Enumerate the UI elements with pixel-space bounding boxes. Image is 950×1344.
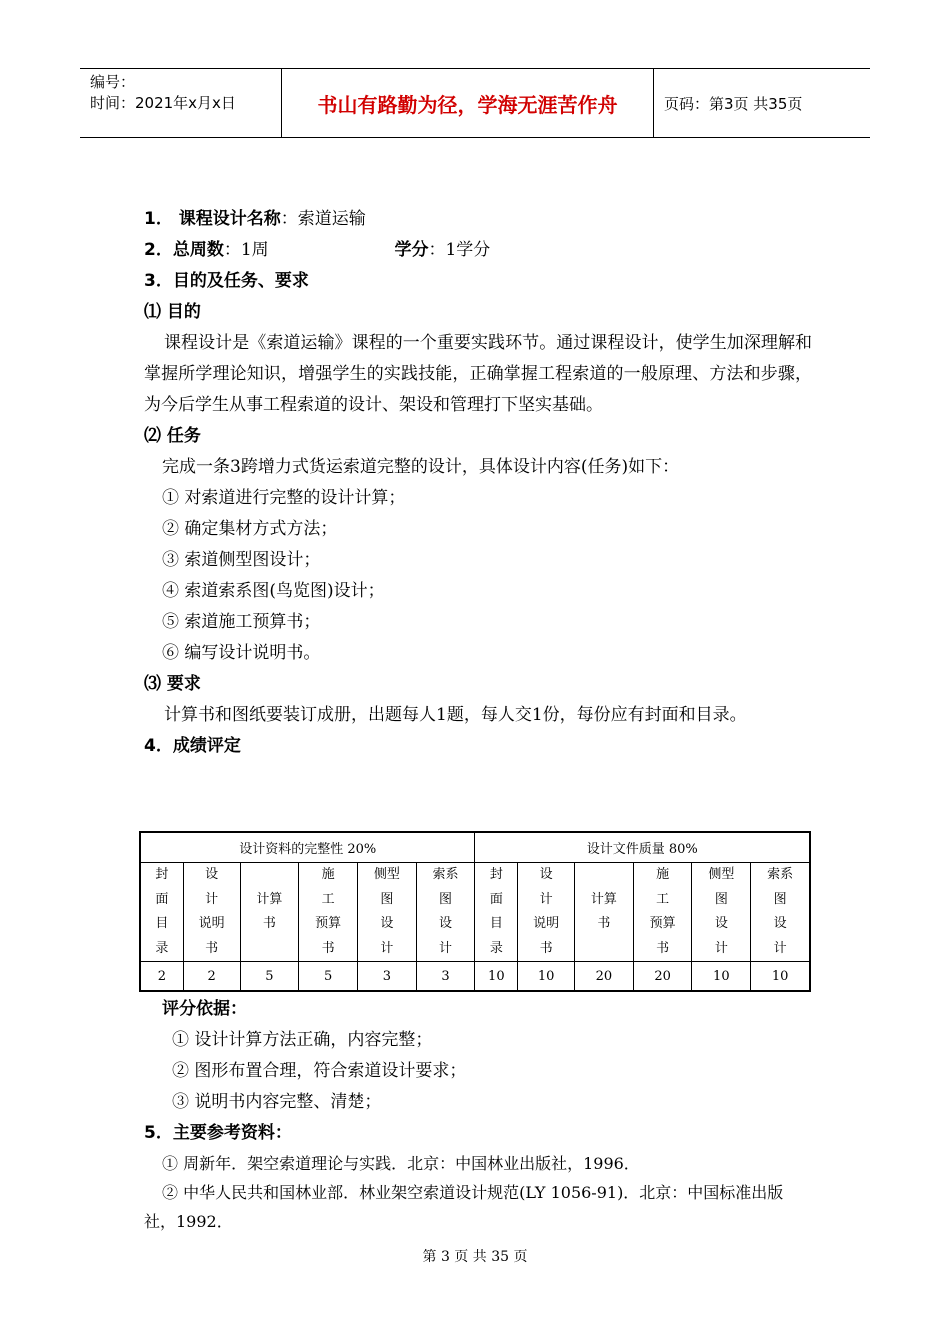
grade-header-line: 设 <box>205 867 219 882</box>
grade-value-cell: 5 <box>299 962 358 992</box>
after-table <box>144 994 812 1236</box>
requirement-text: 计算书和图纸要装订成册，出题每人1题，每人交1份，每份应有封面和目录。 <box>164 705 747 725</box>
grade-header-line: 封 <box>155 867 169 882</box>
page-header <box>80 68 870 138</box>
grade-header-line: 设 <box>539 867 553 882</box>
task-intro: 完成一条3跨增力式货运索道完整的设计，具体设计内容(任务)如下： <box>162 457 680 477</box>
header-motto: 书山有路勤为径，学海无涯苦作舟 <box>282 69 654 137</box>
grade-column-header <box>416 863 475 962</box>
grade-header-line: 施 <box>321 867 335 882</box>
grade-header-line: 说明 <box>198 916 225 931</box>
task-label: ⑵ 任务 <box>144 426 201 446</box>
grade-header-line: 说明 <box>533 916 560 931</box>
grade-header-line: 侧型 <box>708 867 735 882</box>
grade-header-line: 图 <box>714 891 728 907</box>
grade-header-line: 面 <box>489 891 503 907</box>
grade-value-cell: 3 <box>357 962 416 992</box>
grade-header-line: 图 <box>380 891 394 907</box>
grade-column-header <box>240 863 299 962</box>
grade-header-line: 计 <box>773 940 787 956</box>
criteria-item: ① 设计计算方法正确，内容完整； <box>172 1030 433 1050</box>
section-4-label: 4．成绩评定 <box>144 736 241 756</box>
grade-values-row <box>140 962 810 992</box>
grade-header-line: 计 <box>205 891 219 907</box>
section-1-value: ：索道运输 <box>280 209 366 229</box>
grade-column-header <box>299 863 358 962</box>
grade-value-cell: 20 <box>574 962 633 992</box>
task-item: ⑥ 编写设计说明书。 <box>162 643 321 663</box>
task-item: ⑤ 索道施工预算书； <box>162 612 321 632</box>
grade-value-cell: 10 <box>518 962 575 992</box>
task-item: ① 对索道进行完整的设计计算； <box>162 488 406 508</box>
task-item: ④ 索道索系图(鸟览图)设计； <box>162 581 385 601</box>
grade-header-line: 书 <box>597 916 611 931</box>
grade-header-line: 计 <box>714 940 728 956</box>
purpose-text: 课程设计是《索道运输》课程的一个重要实践环节。通过课程设计，使学生加深理解和掌握所学理论知识，增强学生的实践技能，正确掌握工程索道的一般原理、方法和步骤，为今后学生从事工程索道的设计、架设和管理打下坚实基础。 <box>144 333 812 415</box>
grade-header-line: 书 <box>262 916 276 931</box>
grade-group-quality: 设计文件质量 80% <box>475 832 810 863</box>
grade-header-line: 施 <box>656 867 670 882</box>
grade-value-cell: 5 <box>240 962 299 992</box>
grade-header-line: 书 <box>656 940 670 956</box>
grade-value-cell: 20 <box>633 962 692 992</box>
grade-value-cell: 10 <box>751 962 810 992</box>
grade-header-line: 计算 <box>590 891 617 907</box>
grade-column-header <box>518 863 575 962</box>
grade-header-line: 书 <box>539 940 553 956</box>
reference-item: ② 中华人民共和国林业部．林业架空索道设计规范(LY 1056-91)．北京：中国标准出版社，1992． <box>144 1183 784 1231</box>
grade-header-line: 封 <box>489 867 503 882</box>
grade-column-header <box>140 863 183 962</box>
grade-header-line: 图 <box>439 891 453 907</box>
grade-column-header <box>633 863 692 962</box>
grade-value-cell: 2 <box>140 962 183 992</box>
requirement-label: ⑶ 要求 <box>144 674 201 694</box>
grade-column-header <box>475 863 518 962</box>
grade-group-completeness: 设计资料的完整性 20% <box>140 832 475 863</box>
grade-column-header <box>183 863 240 962</box>
criteria-item: ② 图形布置合理，符合索道设计要求； <box>172 1061 467 1081</box>
grade-header-line: 目 <box>155 916 169 931</box>
grade-column-header <box>751 863 810 962</box>
section-1-label: 1． 课程设计名称 <box>144 209 281 229</box>
reference-item: ① 周新年．架空索道理论与实践．北京：中国林业出版社，1996． <box>162 1154 640 1173</box>
grade-header-line: 面 <box>155 891 169 907</box>
grade-header-line: 书 <box>205 940 219 956</box>
section-2-label: 2．总周数 <box>144 240 224 260</box>
grade-header-line: 计 <box>380 940 394 956</box>
criteria-item: ③ 说明书内容完整、清楚； <box>172 1092 382 1112</box>
grade-value-cell: 2 <box>183 962 240 992</box>
task-item: ③ 索道侧型图设计； <box>162 550 321 570</box>
criteria-label: 评分依据： <box>162 999 247 1019</box>
grade-value-cell: 3 <box>416 962 475 992</box>
credit-label: 学分 <box>394 240 429 260</box>
grade-header-line: 设 <box>773 916 787 931</box>
grade-value-cell: 10 <box>475 962 518 992</box>
grade-header-line: 计算 <box>256 891 283 907</box>
section-2-value: ：1周 <box>223 240 269 260</box>
grade-column-header <box>574 863 633 962</box>
page-footer: 第 3 页 共 35 页 <box>422 1249 528 1265</box>
grade-header-line: 索系 <box>432 867 459 882</box>
grade-header-line: 工 <box>321 891 335 907</box>
section-1 <box>144 204 812 235</box>
grade-header-line: 工 <box>656 891 670 907</box>
grade-header-line: 录 <box>155 940 169 956</box>
grade-header-line: 目 <box>489 916 503 931</box>
grade-header-line: 设 <box>439 916 453 931</box>
grade-table <box>139 831 811 992</box>
header-page-label: 页码：第3页 共35页 <box>664 94 803 113</box>
grade-header-line: 书 <box>321 940 335 956</box>
section-2 <box>144 235 812 266</box>
grade-header-row <box>140 863 810 962</box>
grade-header-line: 计 <box>539 891 553 907</box>
grade-header-line: 图 <box>773 891 787 907</box>
grade-value-cell: 10 <box>692 962 751 992</box>
task-item: ② 确定集材方式方法； <box>162 519 338 539</box>
references-label: 5．主要参考资料： <box>144 1123 292 1143</box>
purpose-label: ⑴ 目的 <box>144 302 201 322</box>
grade-header-line: 录 <box>489 940 503 956</box>
time-label: 时间：2021年x月x日 <box>90 94 236 112</box>
number-label: 编号： <box>90 73 136 91</box>
grade-header-line: 计 <box>439 940 453 956</box>
section-3-label: 3．目的及任务、要求 <box>144 271 309 291</box>
grade-header-line: 侧型 <box>373 867 400 882</box>
grade-column-header <box>357 863 416 962</box>
document-body <box>144 204 812 762</box>
grade-header-line: 索系 <box>767 867 794 882</box>
grade-header-line: 设 <box>380 916 394 931</box>
header-meta <box>80 69 282 137</box>
grade-header-line: 预算 <box>315 916 342 931</box>
credit-value: ：1学分 <box>428 240 491 260</box>
grade-header-line: 设 <box>714 916 728 931</box>
grade-column-header <box>692 863 751 962</box>
grade-header-line: 预算 <box>649 916 676 931</box>
